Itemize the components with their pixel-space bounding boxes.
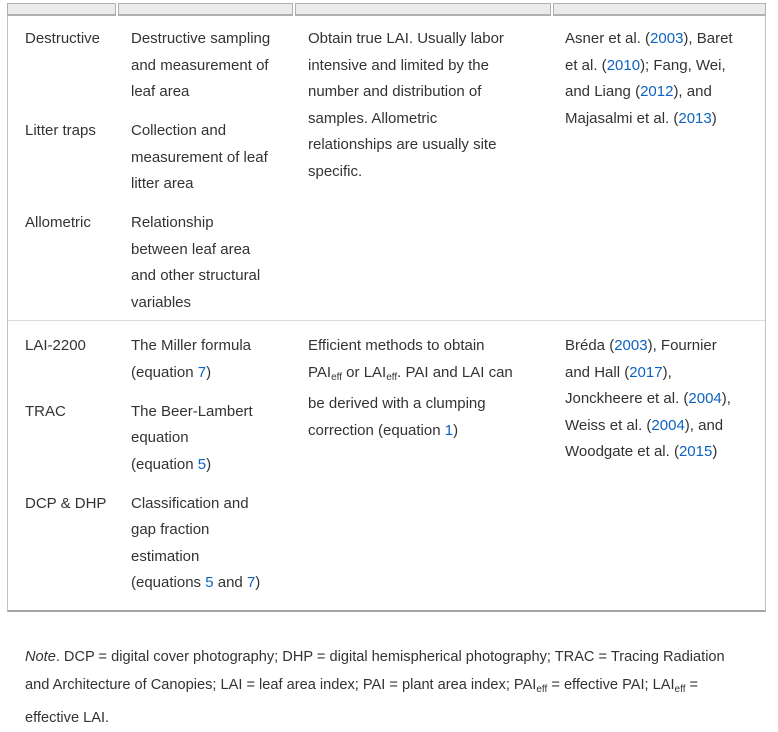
text-run: and measurement of	[131, 56, 269, 74]
text-run: ), Fournier	[647, 337, 717, 354]
table-header-row	[7, 3, 766, 16]
method-description-cell	[118, 118, 295, 210]
text-run: )	[712, 443, 718, 460]
text-run: or LAI	[342, 363, 387, 381]
citation-year-link[interactable]: 2003	[650, 30, 684, 47]
text-line	[565, 360, 755, 387]
text-run: and Hall (	[565, 363, 630, 381]
text-line	[308, 53, 533, 80]
text-line	[308, 106, 533, 133]
text-line	[131, 26, 287, 53]
method-name-cell: Destructive	[25, 30, 101, 47]
text-line	[131, 53, 287, 80]
text-run: ),	[662, 363, 672, 381]
text-line	[308, 418, 533, 445]
method-name-cell: DCP & DHP	[25, 494, 107, 512]
text-run: ), and	[673, 83, 712, 100]
text-line	[565, 333, 755, 360]
text-run: et al. (	[565, 56, 607, 74]
method-description-cell	[118, 333, 295, 399]
text-line	[565, 106, 755, 133]
table-header-cell-description	[118, 3, 293, 16]
text-line	[131, 118, 287, 145]
text-run: ); Fang, Wei,	[640, 56, 726, 74]
text-run: number and distribution of	[308, 83, 482, 100]
text-run: The Miller formula	[131, 337, 252, 354]
text-run: be derived with a clumping	[308, 395, 486, 412]
table-header-cell-notes	[295, 3, 551, 16]
text-run: estimation	[131, 547, 200, 565]
text-line	[565, 53, 755, 80]
text-run: and other structural	[131, 267, 261, 284]
text-run: )	[453, 421, 459, 439]
table-body	[7, 16, 766, 612]
text-run: equation	[131, 429, 189, 446]
text-run: )	[206, 455, 212, 473]
text-run: eff	[536, 684, 548, 695]
text-run: and Liang (	[565, 83, 641, 100]
text-line	[131, 333, 287, 360]
method-description-cell	[118, 491, 295, 597]
text-run: Collection and	[131, 122, 227, 139]
text-run: )	[206, 363, 212, 381]
text-line	[131, 425, 287, 452]
citation-year-link[interactable]: 2010	[606, 56, 641, 74]
notes-cell	[295, 333, 553, 597]
citation-year-link[interactable]: 2015	[678, 443, 713, 460]
references-cell	[553, 26, 765, 316]
text-run: = effective PAI; LAI	[547, 677, 675, 693]
table-header-cell-method	[7, 3, 116, 16]
text-run: correction (equation	[308, 421, 445, 439]
table-header-cell-references	[553, 3, 766, 16]
text-run: eff	[331, 371, 343, 383]
table-note	[25, 643, 725, 732]
citation-year-link[interactable]: 2004	[651, 416, 685, 434]
text-line	[131, 517, 287, 544]
citation-year-link[interactable]: 1	[444, 421, 454, 439]
text-line	[308, 132, 533, 159]
text-run: Weiss et al. (	[565, 416, 652, 434]
method-name-cell: TRAC	[25, 402, 66, 420]
text-line	[565, 386, 755, 413]
text-run: relationships are usually site	[308, 136, 497, 153]
text-run: Bréda (	[565, 337, 615, 354]
text-run: ),	[721, 390, 731, 407]
citation-year-link[interactable]: 2003	[614, 337, 648, 354]
citation-year-link[interactable]: 2012	[640, 83, 674, 100]
text-run: Jonckheere et al. (	[565, 390, 689, 407]
table-row-group-optical	[8, 321, 765, 610]
text-run: = effective LAI.	[25, 677, 699, 726]
text-run: measurement of leaf	[131, 148, 268, 166]
citation-year-link[interactable]: 2004	[688, 390, 722, 407]
text-line	[308, 159, 533, 186]
text-run: ), and	[684, 416, 724, 434]
text-run: )	[255, 574, 261, 591]
citation-year-link[interactable]: 5	[205, 574, 214, 591]
method-description-cell	[118, 210, 295, 316]
text-run: between leaf area	[131, 240, 251, 258]
text-line	[131, 79, 287, 106]
citation-year-link[interactable]: 2017	[629, 363, 663, 381]
text-line	[565, 26, 755, 53]
text-run: Destructive sampling	[131, 30, 271, 47]
method-description-cell	[118, 399, 295, 491]
text-line	[131, 491, 287, 518]
method-name-cell: LAI-2200	[25, 337, 86, 354]
text-run: variables	[131, 293, 192, 311]
methods-table	[7, 3, 766, 612]
references-cell	[553, 333, 765, 597]
text-line	[308, 79, 533, 106]
citation-year-link[interactable]: 7	[246, 574, 256, 591]
text-line	[565, 439, 755, 466]
text-run: Majasalmi et al. (	[565, 109, 679, 127]
text-run: (equation	[131, 455, 198, 473]
text-line	[565, 413, 755, 440]
text-line	[131, 570, 287, 597]
text-run: Asner et al. (	[565, 30, 651, 47]
method-name-cell: Allometric	[25, 214, 91, 231]
text-run: PAI	[308, 363, 332, 381]
text-run: The Beer-Lambert	[131, 402, 253, 420]
text-line	[131, 399, 287, 426]
text-run: . PAI and LAI can	[397, 363, 513, 381]
citation-year-link[interactable]: 7	[197, 363, 207, 381]
table-row-group-direct	[8, 16, 765, 320]
text-run: leaf area	[131, 83, 190, 100]
text-run: Note	[25, 649, 56, 665]
method-name-cell: Litter traps	[25, 122, 96, 139]
text-run: eff	[386, 371, 398, 383]
text-line	[131, 210, 287, 237]
text-run: gap fraction	[131, 521, 210, 538]
text-line	[131, 145, 287, 172]
text-line	[131, 263, 287, 290]
text-line	[131, 290, 287, 317]
text-run: (equations	[131, 574, 206, 591]
text-run: Efficient methods to obtain	[308, 337, 485, 354]
text-run: Woodgate et al. (	[565, 443, 679, 460]
text-run: (equation	[131, 363, 198, 381]
text-run: samples. Allometric	[308, 109, 438, 127]
text-line	[308, 333, 533, 360]
text-run: and	[213, 574, 247, 591]
text-line	[565, 79, 755, 106]
text-run: eff	[674, 684, 686, 695]
text-line	[131, 544, 287, 571]
text-run: specific.	[308, 162, 363, 180]
text-run: . DCP = digital cover photography; DHP = digital hemispherical photography; TRAC = Tracing Radiation and Architecture of Canopies; LAI = leaf area index; PAI = plant area index; PAI	[25, 649, 725, 693]
text-line	[131, 237, 287, 264]
text-line	[308, 26, 533, 53]
text-run: Obtain true LAI. Usually labor	[308, 30, 504, 47]
text-run: litter area	[131, 175, 194, 192]
method-description-cell	[118, 26, 295, 118]
citation-year-link[interactable]: 2013	[678, 109, 712, 127]
text-line	[131, 452, 287, 479]
text-run: ), Baret	[683, 30, 733, 47]
text-run: Classification and	[131, 494, 249, 512]
text-run: )	[711, 109, 717, 127]
text-line	[308, 391, 533, 418]
text-run: Relationship	[131, 214, 214, 231]
text-line	[131, 171, 287, 198]
text-line	[308, 360, 533, 392]
citation-year-link[interactable]: 5	[197, 455, 207, 473]
notes-cell	[295, 26, 553, 316]
text-run: intensive and limited by the	[308, 56, 489, 74]
text-line	[131, 360, 287, 387]
